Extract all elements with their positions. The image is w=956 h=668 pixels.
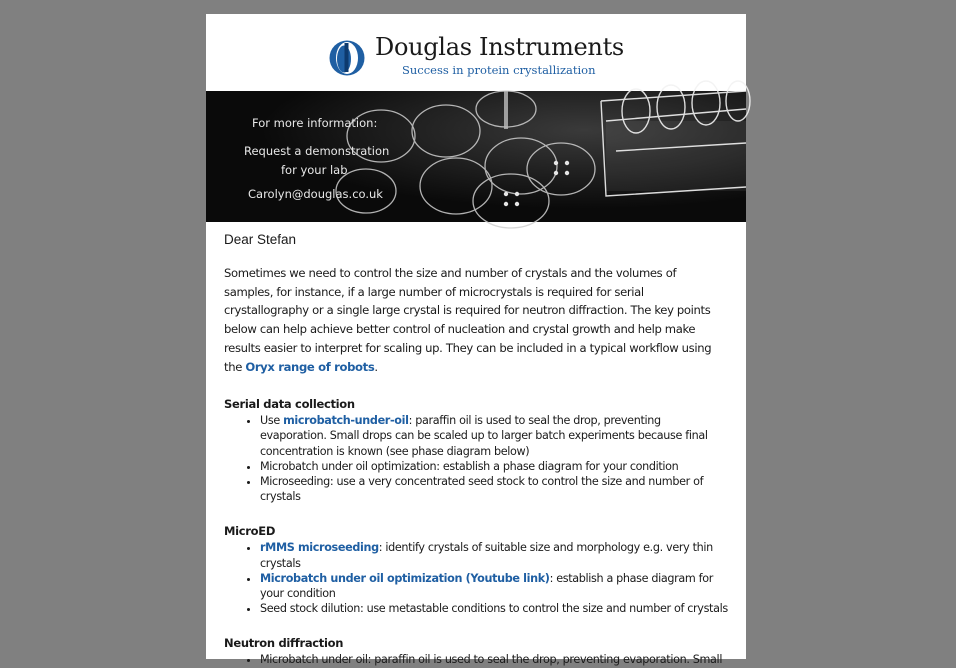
banner-lab-label: for your lab bbox=[281, 163, 348, 177]
list-item bbox=[260, 571, 728, 601]
serial-list bbox=[224, 413, 728, 504]
neutron-list bbox=[224, 652, 728, 667]
banner-info-label: For more information: bbox=[252, 116, 378, 130]
banner-demo-label: Request a demonstration bbox=[244, 144, 390, 158]
header-logo-area bbox=[206, 14, 746, 91]
promo-banner[interactable] bbox=[206, 91, 746, 222]
intro-text: Sometimes we need to control the size and number of crystals and the volumes of samples, for instance, if a large number of microcrystals is required for serial crystallography or a single large crystal is required for neutron diffraction. The key points below can help achieve better control of nucleation and crystal growth and help make results easier to interpret for scaling up. They can be included in a typical workflow using the bbox=[224, 266, 712, 374]
intro-paragraph bbox=[224, 264, 728, 376]
greeting: Dear Stefan bbox=[224, 232, 297, 247]
list-item: • Microseeding: use a very concentrated seed stock to control the size and number of crystals bbox=[260, 474, 728, 504]
section-title-neutron: Neutron diffraction bbox=[224, 636, 344, 651]
email-content bbox=[206, 232, 746, 668]
douglas-logo-icon bbox=[328, 39, 366, 77]
microed-list bbox=[224, 540, 728, 616]
email-body bbox=[206, 14, 746, 667]
brand-name: Douglas Instruments bbox=[375, 33, 624, 61]
rmms-microseeding-link[interactable]: rMMS microseeding bbox=[260, 541, 379, 555]
oryx-robots-link[interactable]: Oryx range of robots bbox=[245, 359, 375, 374]
list-item: • Seed stock dilution: use metastable conditions to control the size and number of crystals bbox=[260, 601, 728, 616]
section-title-microed: MicroED bbox=[224, 524, 276, 539]
list-item-text: : paraffin oil is used to seal the drop, preventing evaporation. Small drops can be scaled up to larger batch experiments because final concentration is known (see phase diagram below) bbox=[260, 414, 708, 458]
section-title-serial: Serial data collection bbox=[224, 397, 355, 412]
list-item: • Microbatch under oil: paraffin oil is used to seal the drop, preventing evaporation. Small bbox=[260, 652, 728, 667]
microbatch-under-oil-link[interactable]: microbatch-under-oil bbox=[283, 414, 409, 428]
brand-tagline: Success in protein crystallization bbox=[402, 63, 596, 77]
list-item-text: : establish a phase diagram for your condition bbox=[260, 571, 713, 601]
banner-email-label[interactable]: Carolyn@douglas.co.uk bbox=[248, 187, 383, 201]
list-item: • Microbatch under oil optimization: establish a phase diagram for your condition bbox=[260, 459, 728, 474]
list-item bbox=[260, 540, 728, 570]
list-item bbox=[260, 413, 728, 459]
microbatch-youtube-link[interactable]: Microbatch under oil optimization (Youtube link) bbox=[260, 571, 550, 585]
list-item-text: Use bbox=[260, 414, 284, 428]
list-item-text: : identify crystals of suitable size and morphology e.g. very thin crystals bbox=[260, 541, 713, 570]
intro-end: . bbox=[374, 359, 378, 374]
